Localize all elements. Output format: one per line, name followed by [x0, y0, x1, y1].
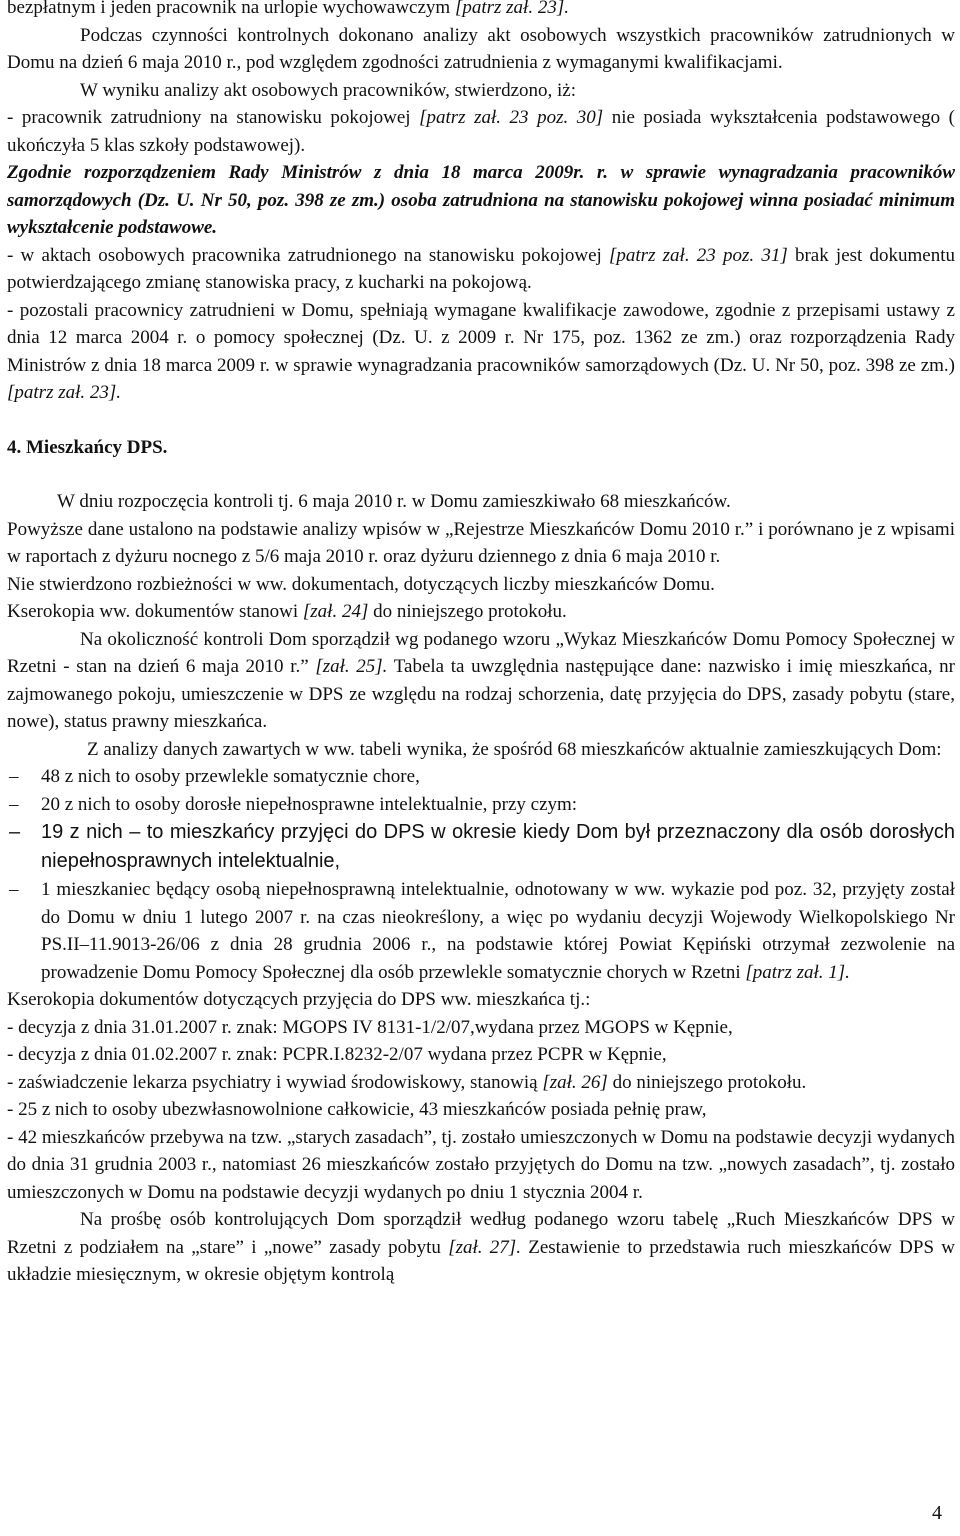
finding-other-staff [7, 297, 955, 407]
paragraph-findings-intro: W wyniku analizy akt osobowych pracowników, stwierdzono, iż: [80, 79, 576, 101]
text: Na okoliczność kontroli Dom sporządził wg podanego wzoru „Wykaz Mieszkańców Domu Pomocy Społecznej w Rzetni - stan na dzień 6 maja 2010 r.” [7, 628, 955, 677]
attachment-ref: [patrz zał. 23]. [7, 382, 122, 403]
list-item: – 19 z nich – to mieszkańcy przyjęci do DPS w okresie kiedy Dom był przeznaczony dla osób dorosłych niepełnosprawnych intelektualnie, [7, 818, 955, 876]
text: Zestawienie to przedstawia ruch mieszkańców DPS w układzie miesięcznym, w okresie objętym kontrolą [7, 1236, 956, 1285]
no-discrepancies: Nie stwierdzono rozbieżności w ww. dokumentach, dotyczących liczby mieszkańców Domu. [7, 573, 715, 595]
list-item [7, 876, 955, 986]
section-heading: 4. Mieszkańcy DPS. [7, 436, 168, 458]
text: - zaświadczenie lekarza psychiatry i wywiad środowiskowy, stanowią [7, 1071, 538, 1093]
attachment-ref: [patrz zał. 1]. [745, 961, 850, 983]
residents-breakdown-list [7, 763, 955, 986]
document-body [7, 0, 955, 1289]
text: do niniejszego protokołu. [612, 1071, 807, 1093]
residents-count: W dniu rozpoczęcia kontroli tj. 6 maja 2010 r. w Domu zamieszkiwało 68 mieszkańców. [57, 491, 731, 512]
attachment-ref: [zał. 25]. [315, 656, 388, 677]
attachment-ref: [zał. 26] [542, 1071, 608, 1093]
attachment-ref: [zał. 27]. [448, 1236, 521, 1258]
paragraph-continuation [7, 0, 955, 22]
decision-2: - decyzja z dnia 01.02.2007 r. znak: PCPR.I.8232-2/07 wydana przez PCPR w Kępnie, [7, 1044, 667, 1065]
attachment-ref: [patrz zał. 23 poz. 30] [419, 107, 604, 128]
text: bezpłatnym i jeden pracownik na urlopie wychowawczym [7, 0, 451, 18]
legal-status: - 25 z nich to osoby ubezwłasnowolnione całkowicie, 43 mieszkańców posiada pełnię praw, [7, 1099, 707, 1120]
list-item: – 20 z nich to osoby dorosłe niepełnosprawne intelektualnie, przy czym: [7, 791, 955, 819]
list-item: – 48 z nich to osoby przewlekle somatycznie chore, [7, 763, 955, 791]
attachment-ref: [patrz zał. 23]. [454, 0, 569, 18]
old-new-rules: - 42 mieszkańców przebywa na tzw. „starych zasadach”, tj. zostało umieszczonych w Domu na podstawie decyzji wydanych do dnia 31 grudnia 2003 r., natomiast 26 mieszkańców zostało przyjętych do Domu na tzw. „nowych zasadach”, tj. zostało umieszczonych w Domu na podstawie decyzji wydanych po dniu 1 stycznia 2004 r. [7, 1126, 955, 1203]
text: 1 mieszkaniec będący osobą niepełnosprawną intelektualnie, odnotowany w ww. wykazie pod poz. 32, przyjęty został do Domu w dniu 1 lutego 2007 r. na czas nieokreślony, a więc po wydaniu decyzji Wojewody Wielkopolskiego Nr PS.II–11.9013-26/06 z dnia 28 grudnia 2006 r., na podstawie której Powiat Kępiński otrzymał zezwolenie na prowadzenie Domu Pomocy Społecznej dla osób przewlekle somatycznie chorych w Rzetni [41, 879, 955, 983]
residents-list-paragraph [7, 626, 955, 736]
finding-pokojowa-1 [7, 104, 955, 159]
text: - w aktach osobowych pracownika zatrudnionego na stanowisku pokojowej [7, 244, 602, 266]
analysis-result-intro: Z analizy danych zawartych w ww. tabeli wynika, że spośród 68 mieszkańców aktualnie zamieszkujących Dom: [87, 738, 942, 760]
text: nie posiada wykształcenia podstawowego ( ukończyła 5 klas szkoły podstawowej). [7, 107, 955, 156]
certificate-note [7, 1069, 955, 1097]
page-number: 4 [932, 1502, 942, 1524]
text: Tabela ta uwzględnia następujące dane: nazwisko i imię mieszkańca, nr zajmowanego pokoju, umieszczenie w DPS ze względu na rodzaj schorzenia, datę przyjęcia do DPS, zasady pobytu (stare, nowe), status prawny mieszkańca. [7, 656, 955, 732]
text: - pozostali pracownicy zatrudnieni w Domu, spełniają wymagane kwalifikacje zawodowe, zgodnie z przepisami ustawy z dnia 12 marca 2004 r. o pomocy społecznej (Dz. U. z 2009 r. Nr 175, poz. 1362 ze zm.) oraz rozporządzenia Rady Ministrów z dnia 18 marca 2009 r. w sprawie wynagradzania pracowników samorządowych (Dz. U. Nr 50, poz. 398 ze zm.) [7, 299, 955, 376]
copy-note [7, 598, 955, 626]
text: - pracownik zatrudniony na stanowisku pokojowej [7, 107, 411, 128]
text: Na prośbę osób kontrolujących Dom sporządził według podanego wzoru tabelę „Ruch Mieszkańców DPS w Rzetni z podziałem na „stare” i „nowe” zasady pobytu [7, 1209, 955, 1258]
text: do niniejszego protokołu. [373, 601, 567, 622]
finding-pokojowa-2 [7, 242, 955, 297]
regulation-note: Zgodnie rozporządzeniem Rady Ministrów z dnia 18 marca 2009r. r. w sprawie wynagradzania pracowników samorządowych (Dz. U. Nr 50, poz. 398 ze zm.) osoba zatrudniona na stanowisku pokojowej winna posiadać minimum wykształcenie podstawowe. [7, 162, 955, 238]
copy-documents-intro: Kserokopia dokumentów dotyczących przyjęcia do DPS ww. mieszkańca tj.: [7, 989, 591, 1010]
text: brak jest dokumentu potwierdzającego zmianę stanowiska pracy, z kucharki na pokojową. [7, 244, 956, 293]
text: Kserokopia ww. dokumentów stanowi [7, 601, 299, 622]
data-source: Powyższe dane ustalono na podstawie analizy wpisów w „Rejestrze Mieszkańców Domu 2010 r.” i porównano je z wpisami w raportach z dyżuru nocnego z 5/6 maja 2010 r. oraz dyżuru dziennego z dnia 6 maja 2010 r. [7, 518, 955, 567]
decision-1: - decyzja z dnia 31.01.2007 r. znak: MGOPS IV 8131-1/2/07,wydana przez MGOPS w Kępnie, [7, 1016, 733, 1038]
attachment-ref: [zał. 24] [302, 601, 369, 622]
attachment-ref: [patrz zał. 23 poz. 31] [609, 244, 788, 266]
movement-table-paragraph [7, 1206, 955, 1289]
paragraph-analysis-intro: Podczas czynności kontrolnych dokonano analizy akt osobowych wszystkich pracowników zatrudnionych w Domu na dzień 6 maja 2010 r., pod względem zgodności zatrudnienia z wymaganymi kwalifikacjami. [7, 24, 955, 73]
